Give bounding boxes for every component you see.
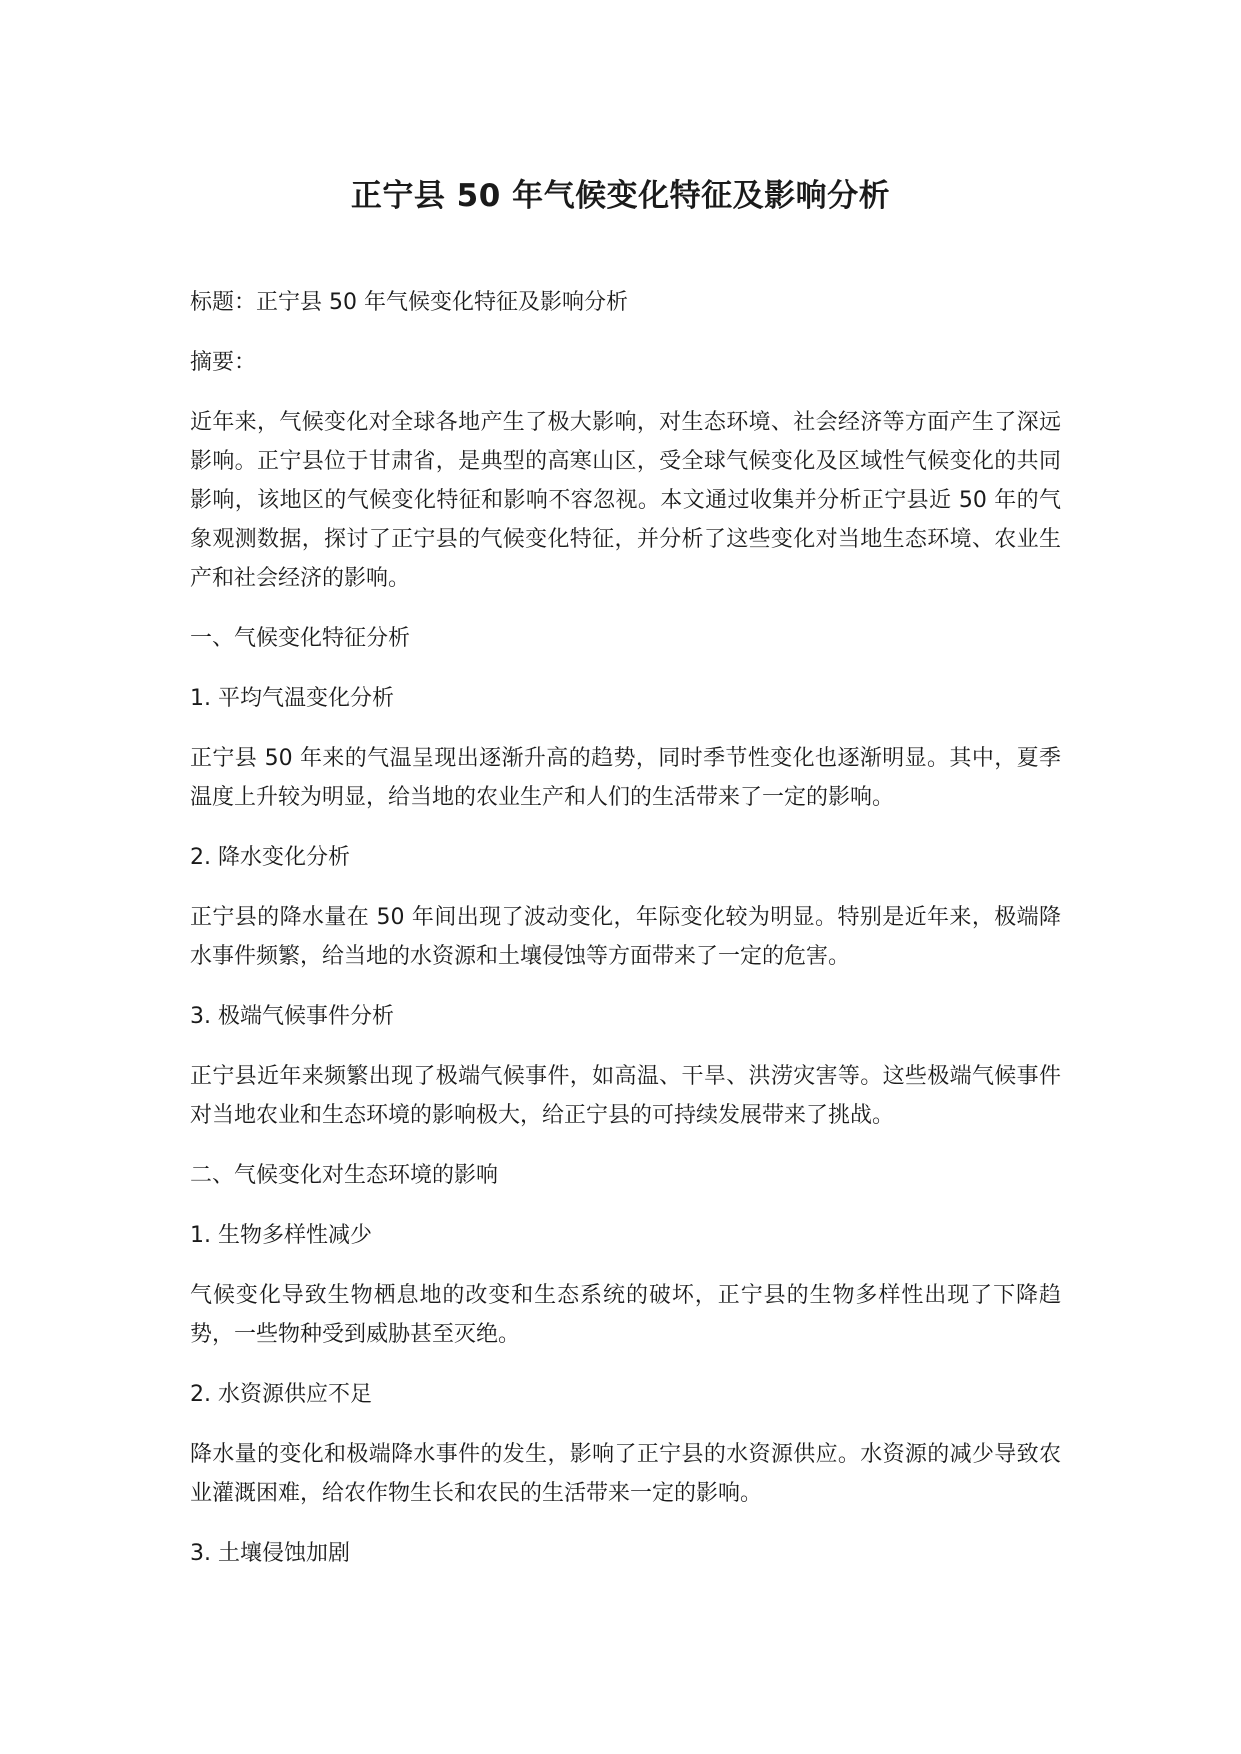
section-heading-2: 二、气候变化对生态环境的影响: [190, 1163, 499, 1188]
subsection-heading-2-2: 2. 水资源供应不足: [190, 1382, 372, 1407]
document-title: 正宁县 50 年气候变化特征及影响分析: [350, 178, 891, 214]
abstract-label: 摘要：: [190, 350, 257, 375]
subsection-heading-1-3: 3. 极端气候事件分析: [190, 1004, 394, 1029]
body-paragraph-1-2: 正宁县的降水量在 50 年间出现了波动变化，年际变化较为明显。特别是近年来，极端降水事件频繁，给当地的水资源和土壤侵蚀等方面带来了一定的危害。: [190, 905, 1061, 969]
abstract-paragraph: 近年来，气候变化对全球各地产生了极大影响，对生态环境、社会经济等方面产生了深远影响。正宁县位于甘肃省，是典型的高寒山区，受全球气候变化及区域性气候变化的共同影响，该地区的气候变化特征和影响不容忽视。本文通过收集并分析正宁县近 50 年的气象观测数据，探讨了正宁县的气候变化特征，并分析了这些变化对当地生态环境、农业生产和社会经济的影响。: [190, 410, 1061, 591]
body-paragraph-1-3: 正宁县近年来频繁出现了极端气候事件，如高温、干旱、洪涝灾害等。这些极端气候事件对当地农业和生态环境的影响极大，给正宁县的可持续发展带来了挑战。: [190, 1064, 1061, 1128]
document-body: [190, 283, 1061, 1573]
body-paragraph-2-2: 降水量的变化和极端降水事件的发生，影响了正宁县的水资源供应。水资源的减少导致农业灌溉困难，给农作物生长和农民的生活带来一定的影响。: [190, 1442, 1061, 1506]
section-heading-1: 一、气候变化特征分析: [190, 626, 411, 651]
body-paragraph-1-1: 正宁县 50 年来的气温呈现出逐渐升高的趋势，同时季节性变化也逐渐明显。其中，夏季温度上升较为明显，给当地的农业生产和人们的生活带来了一定的影响。: [190, 746, 1061, 810]
subsection-heading-1-1: 1. 平均气温变化分析: [190, 686, 394, 711]
subsection-heading-1-2: 2. 降水变化分析: [190, 845, 350, 870]
subsection-heading-2-1: 1. 生物多样性减少: [190, 1223, 372, 1248]
subsection-heading-2-3: 3. 土壤侵蚀加剧: [190, 1541, 350, 1566]
title-line: 标题：正宁县 50 年气候变化特征及影响分析: [190, 290, 628, 315]
body-paragraph-2-1: 气候变化导致生物栖息地的改变和生态系统的破坏，正宁县的生物多样性出现了下降趋势，一些物种受到威胁甚至灭绝。: [190, 1283, 1061, 1347]
